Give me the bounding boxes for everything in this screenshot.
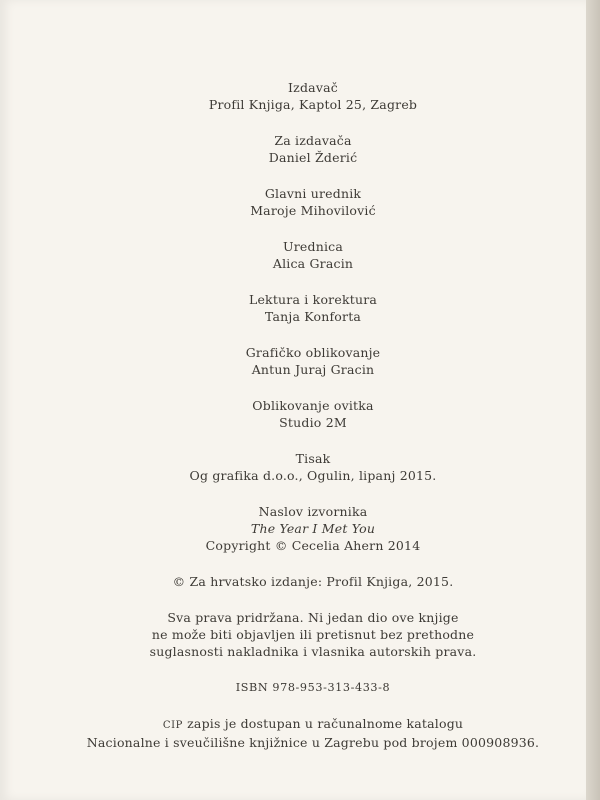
- graphic-design-title: Grafičko oblikovanje: [245, 345, 381, 360]
- colophon: [0, 79, 600, 770]
- publisher-value: Profil Knjiga, Kaptol 25, Zagreb: [208, 97, 418, 112]
- original-title: The Year I Met You: [250, 521, 376, 536]
- for-publisher-title: Za izdavača: [274, 133, 352, 148]
- cip-line-1: [0, 715, 600, 734]
- original-title-label: Naslov izvornika: [258, 504, 368, 519]
- cover-design-title: Oblikovanje ovitka: [252, 398, 374, 413]
- original-copyright: Copyright © Cecelia Ahern 2014: [205, 538, 421, 553]
- rights-block: [0, 609, 600, 660]
- isbn: ISBN 978-953-313-433-8: [235, 681, 391, 694]
- cip-block: [0, 715, 600, 751]
- croatian-copyright: © Za hrvatsko izdanje: Profil Knjiga, 2015.: [172, 574, 454, 589]
- proofreading-value: Tanja Konforta: [264, 309, 362, 324]
- cip-label: CIP: [162, 720, 183, 731]
- rights-line-3: suglasnosti nakladnika i vlasnika autorskih prava.: [149, 644, 477, 659]
- graphic-design-value: Antun Juraj Gracin: [251, 362, 375, 377]
- proofreading-title: Lektura i korektura: [248, 292, 378, 307]
- publisher-block: [0, 79, 600, 113]
- print-block: [0, 450, 600, 484]
- cover-design-block: [0, 397, 600, 431]
- print-value: Og grafika d.o.o., Ogulin, lipanj 2015.: [189, 468, 437, 483]
- publisher-title: Izdavač: [288, 80, 338, 95]
- editor-block: [0, 238, 600, 272]
- editor-in-chief-value: Maroje Mihovilović: [250, 203, 376, 218]
- cip-line-2: Nacionalne i sveučilišne knjižnice u Zagrebu pod brojem 000908936.: [86, 735, 540, 750]
- for-publisher-value: Daniel Žderić: [268, 150, 358, 165]
- rights-line-2: ne može biti objavljen ili pretisnut bez prethodne: [151, 627, 475, 642]
- croatian-copyright-block: [0, 573, 600, 590]
- editor-in-chief-block: [0, 185, 600, 219]
- graphic-design-block: [0, 344, 600, 378]
- isbn-block: [0, 679, 600, 696]
- rights-line-1: Sva prava pridržana. Ni jedan dio ove knjige: [167, 610, 459, 625]
- editor-value: Alica Gracin: [272, 256, 354, 271]
- cip-line-1-text: zapis je dostupan u računalnome katalogu: [182, 716, 464, 731]
- proofreading-block: [0, 291, 600, 325]
- for-publisher-block: [0, 132, 600, 166]
- print-title: Tisak: [295, 451, 331, 466]
- editor-title: Urednica: [282, 239, 343, 254]
- editor-in-chief-title: Glavni urednik: [264, 186, 362, 201]
- cover-design-value: Studio 2M: [279, 415, 347, 430]
- original-title-block: [0, 503, 600, 554]
